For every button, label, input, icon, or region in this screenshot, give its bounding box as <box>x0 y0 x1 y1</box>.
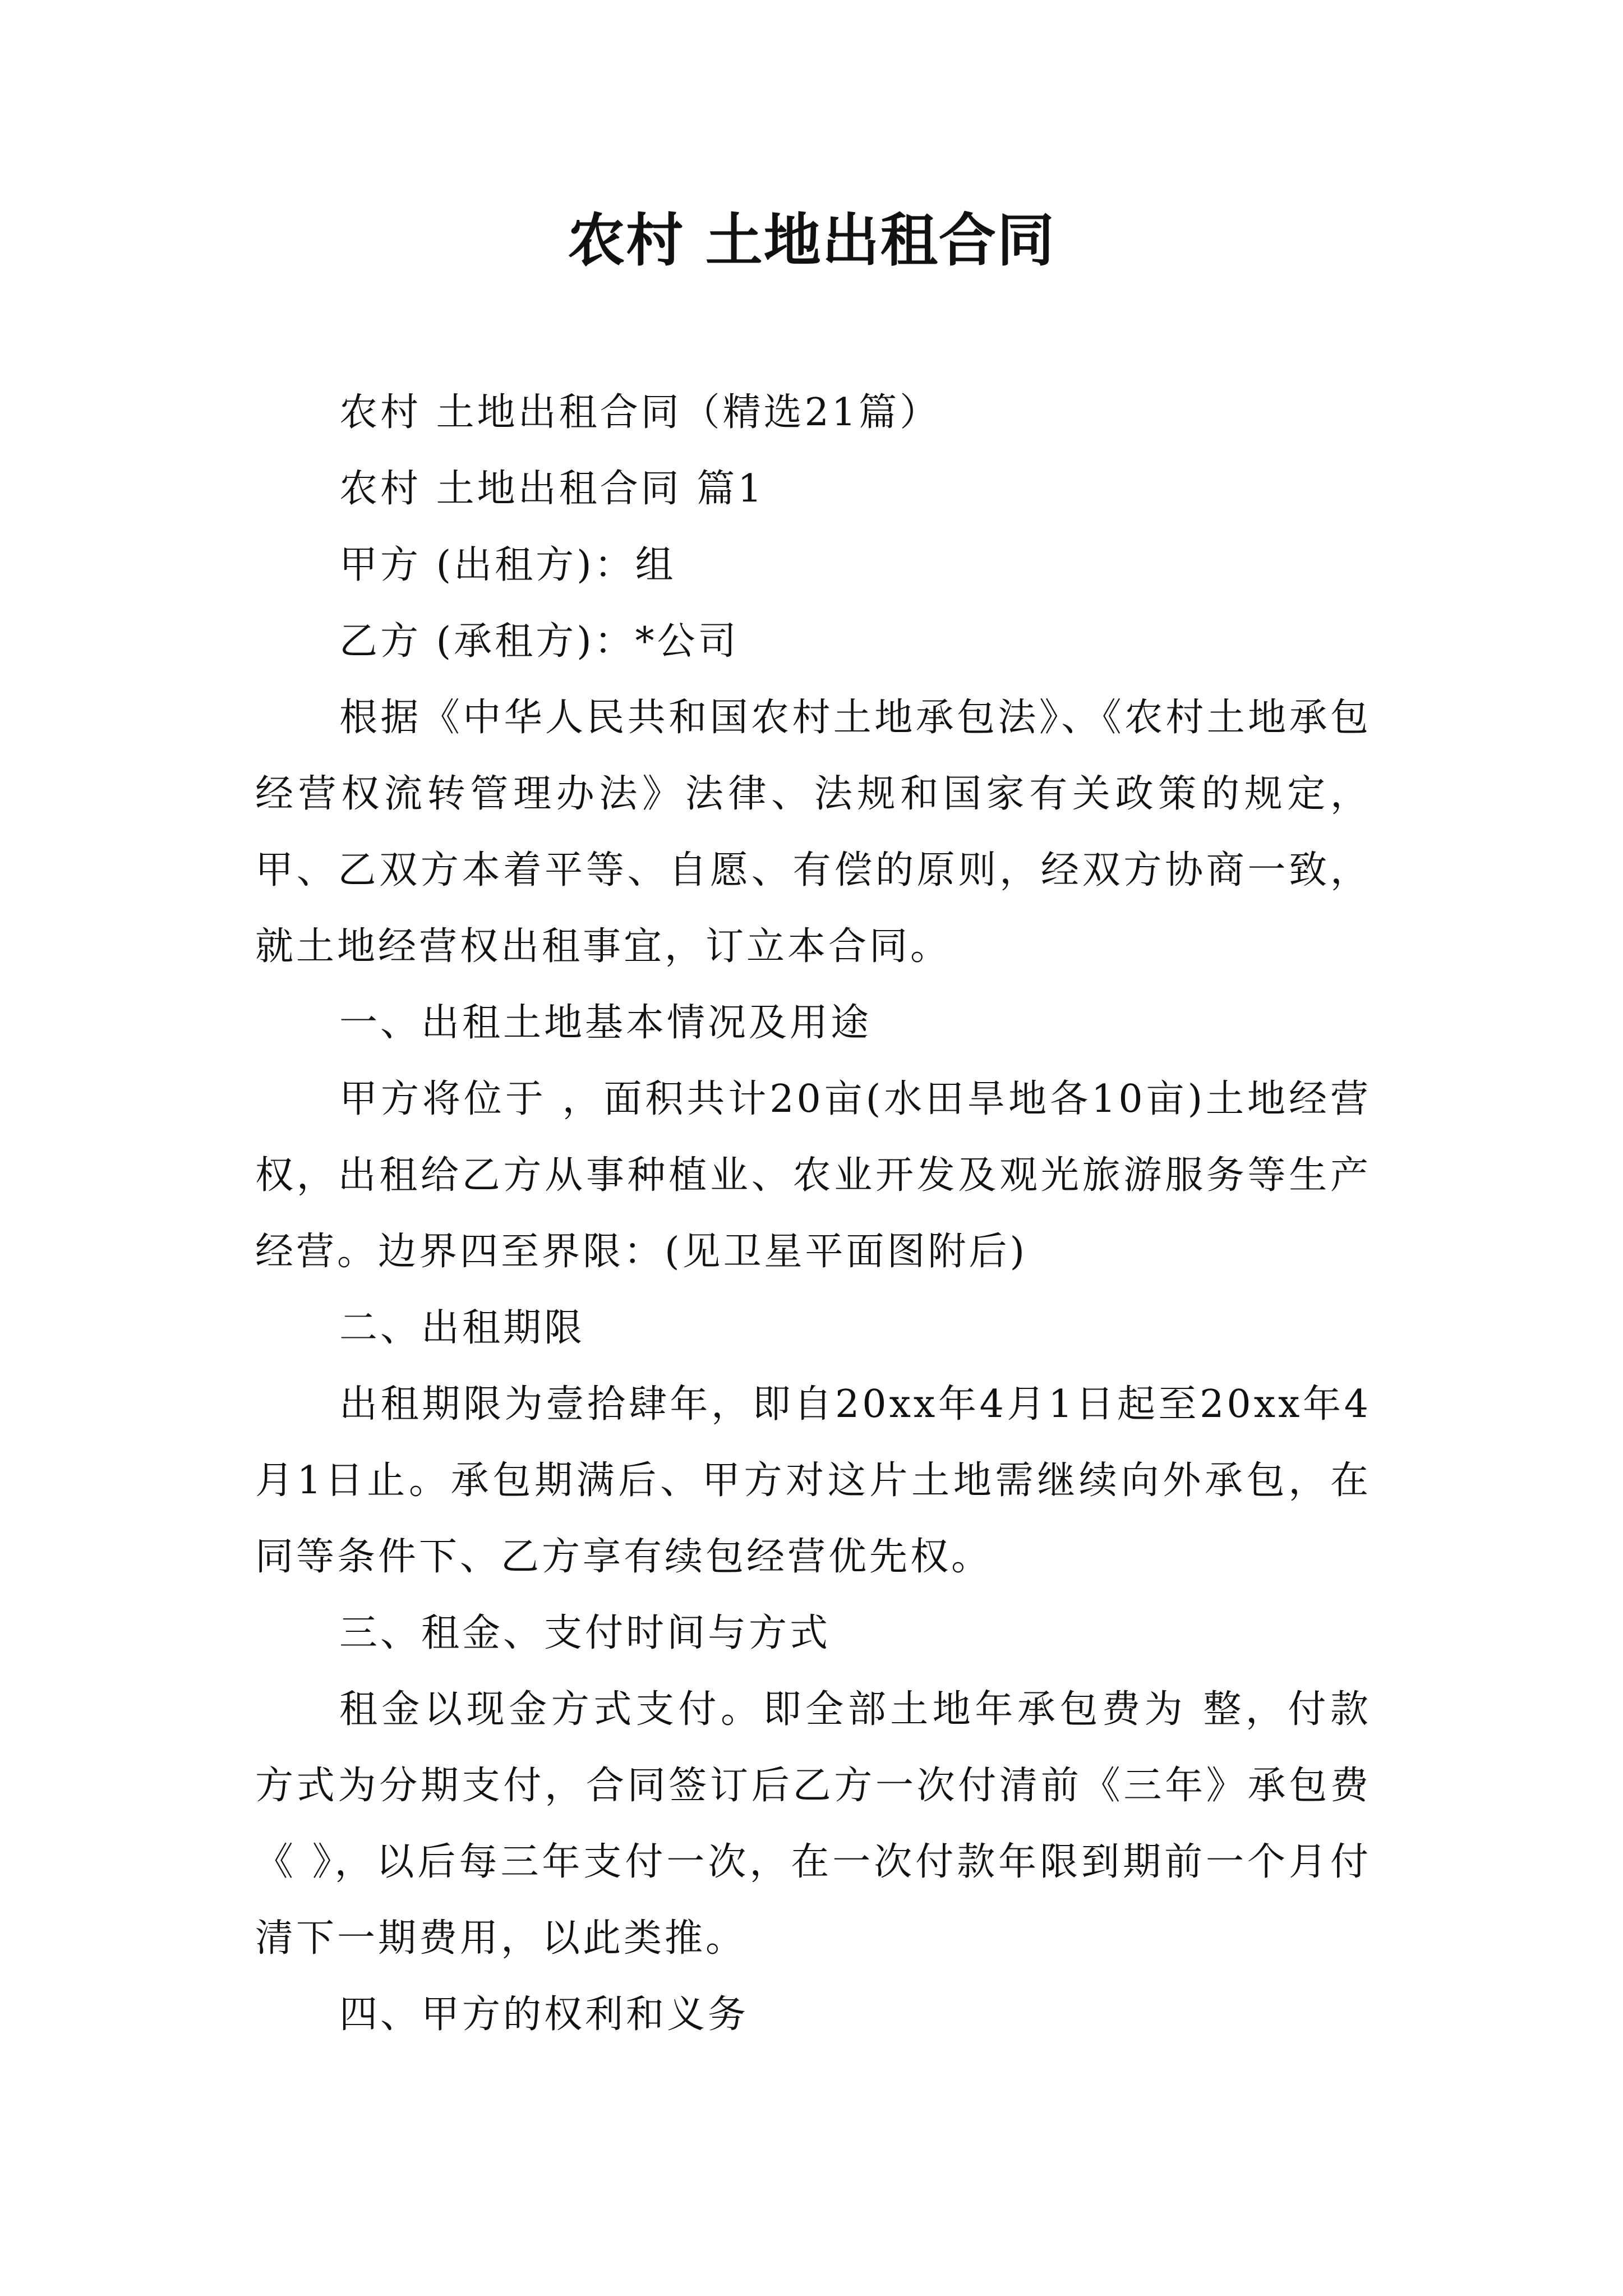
heading-clause-2: 二、出租期限 <box>339 1306 585 1350</box>
paragraph-party-b: 乙方 (承租方)：*公司 <box>339 619 739 664</box>
paragraph-clause-3: 租金以现金方式支付。即全部土地年承包费为 整，付款方式为分期支付，合同签订后乙方一次付清前《三年》承包费《 》，以后每三年支付一次，在一次付款年限到期前一个月付清下一期费用，以此类推。 <box>255 1687 1371 1961</box>
heading-clause-1: 一、出租土地基本情况及用途 <box>339 1001 872 1045</box>
heading-clause-3: 三、租金、支付时间与方式 <box>339 1611 831 1655</box>
paragraph-clause-1: 甲方将位于 ，面积共计20亩(水田旱地各10亩)土地经营权，出租给乙方从事种植业、农业开发及观光旅游服务等生产经营。边界四至界限：(见卫星平面图附后) <box>255 1077 1371 1274</box>
document-body <box>255 375 1371 2053</box>
heading-clause-4: 四、甲方的权利和义务 <box>339 1993 749 2037</box>
paragraph-clause-2: 出租期限为壹拾肆年，即自20xx年4月1日起至20xx年4月1日止。承包期满后、甲方对这片土地需继续向外承包，在同等条件下、乙方享有续包经营优先权。 <box>255 1382 1371 1579</box>
paragraph-section-heading: 农村 土地出租合同 篇1 <box>339 467 765 511</box>
paragraph-preamble: 根据《中华人民共和国农村土地承包法》、《农村土地承包经营权流转管理办法》法律、法规和国家有关政策的规定，甲、乙双方本着平等、自愿、有偿的原则，经双方协商一致，就土地经营权出租事宜，订立本合同。 <box>255 696 1371 969</box>
paragraph-party-a: 甲方 (出租方)：组 <box>339 543 676 587</box>
paragraph-subtitle: 农村 土地出租合同（精选21篇） <box>339 390 941 435</box>
document-title: 农村 土地出租合同 <box>568 208 1055 274</box>
